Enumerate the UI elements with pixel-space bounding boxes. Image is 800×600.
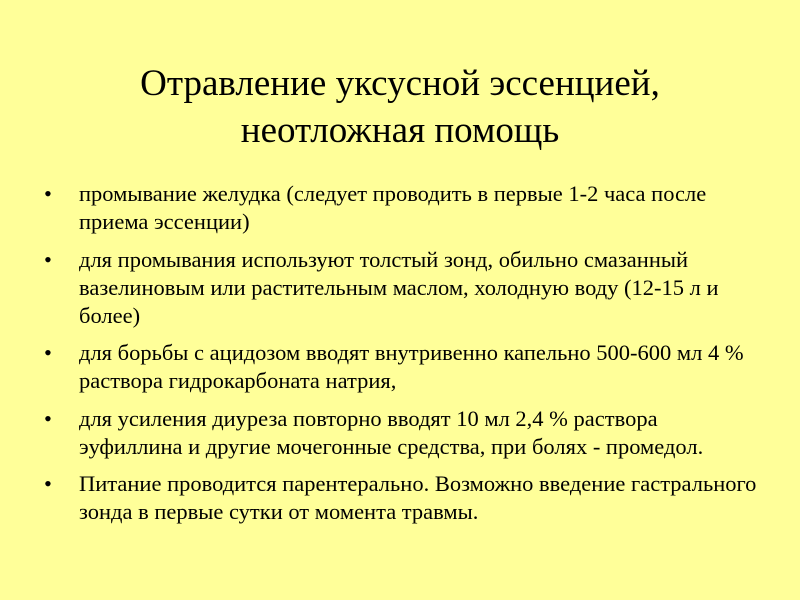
- bullet-dot-icon: •: [44, 340, 52, 365]
- bullet-dot-icon: •: [44, 181, 52, 206]
- bullet-dot-icon: •: [44, 246, 52, 272]
- bullet-text-4: для усиления диуреза повторно вводят 10 мл 2,4 % раствора эуфиллина и другие мочегонные средства, при болях - промедол.: [79, 405, 704, 459]
- bullet-text-1: промывание желудка (следует проводить в первые 1-2 часа после приема эссенции): [79, 181, 707, 234]
- bullet-dot-icon: •: [44, 405, 52, 431]
- bullet-text-2: для промывания используют толстый зонд, обильно смазанный вазелиновым или растительным маслом, холодную воду (12-15 л и более): [79, 246, 719, 328]
- bullet-item-2: [44, 246, 764, 330]
- bullet-item-3: [44, 339, 764, 395]
- bullet-item-1: [44, 180, 764, 236]
- bullet-item-4: [44, 405, 764, 461]
- bullet-text-3: для борьбы с ацидозом вводят внутривенно капельно 500-600 мл 4 % раствора гидрокарбоната натрия,: [79, 340, 744, 393]
- slide-title-line-1: Отравление уксусной эссенцией,: [140, 63, 660, 104]
- bullet-dot-icon: •: [44, 471, 52, 496]
- slide-title-line-2: неотложная помощь: [240, 110, 560, 151]
- bullet-item-5: [44, 470, 764, 526]
- bullet-list: [44, 180, 764, 536]
- slide-title: [40, 60, 760, 154]
- bullet-text-5: Питание проводится парентерально. Возможно введение гастрального зонда в первые сутки от момента травмы.: [79, 471, 757, 524]
